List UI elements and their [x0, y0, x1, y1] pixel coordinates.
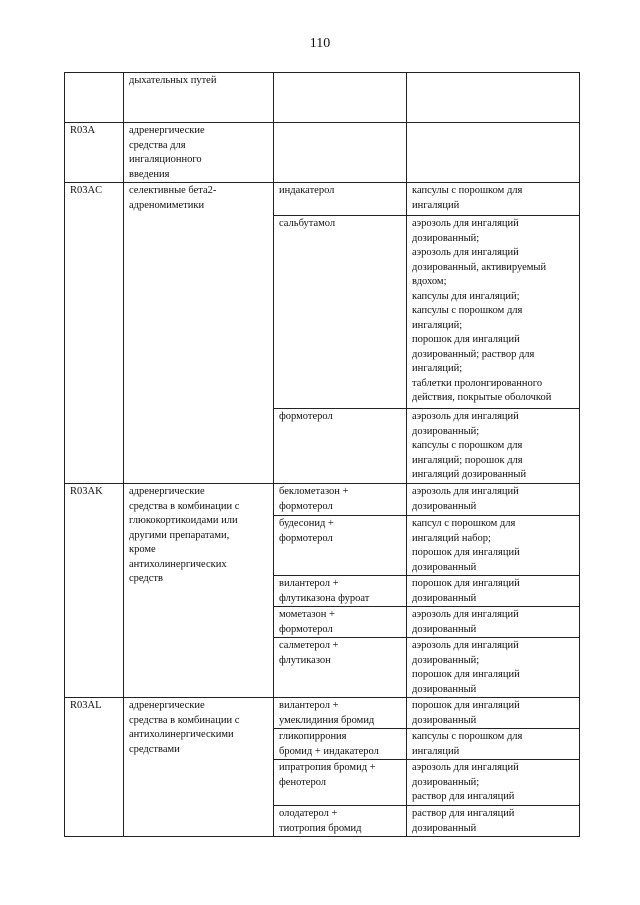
table-row [65, 183, 580, 216]
dosage-form-cell: аэрозоль для ингаляций дозированный; аэрозоль для ингаляций дозированный, активируемый вдохом; капсулы для ингаляций; капсулы с порошком для ингаляций; порошок для ингаляций дозированный; раствор для ингаляций; таблетки пролонгированного действия, покрытые оболочкой [407, 216, 580, 409]
group-name-cell: адренергические средства в комбинации с антихолинергическими средствами [124, 698, 274, 837]
dosage-form-cell: аэрозоль для ингаляций дозированный; раствор для ингаляций [407, 760, 580, 806]
dosage-form-cell: капсул с порошком для ингаляций набор; порошок для ингаляций дозированный [407, 516, 580, 576]
drug-name-cell: сальбутамол [274, 216, 407, 409]
dosage-form-cell: порошок для ингаляций дозированный [407, 576, 580, 607]
dosage-form-cell: капсулы с порошком для ингаляций [407, 729, 580, 760]
group-name-cell: адренергические средства для ингаляционного введения [124, 123, 274, 183]
atc-code-cell [65, 73, 124, 123]
drug-name-cell: беклометазон + формотерол [274, 484, 407, 516]
table-row [65, 698, 580, 729]
dosage-form-cell [407, 123, 580, 183]
page-number: 110 [309, 36, 331, 51]
dosage-form-cell [407, 73, 580, 123]
drug-name-cell [274, 123, 407, 183]
drug-classification-table [64, 72, 580, 837]
dosage-form-cell: аэрозоль для ингаляций дозированный; капсулы с порошком для ингаляций; порошок для ингаляций дозированный [407, 409, 580, 484]
group-name-cell: адренергические средства в комбинации с глюкокортикоидами или другими препаратами, кроме антихолинергических средств [124, 484, 274, 698]
dosage-form-cell: раствор для ингаляций дозированный [407, 806, 580, 837]
dosage-form-cell: капсулы с порошком для ингаляций [407, 183, 580, 216]
dosage-form-cell: аэрозоль для ингаляций дозированный; порошок для ингаляций дозированный [407, 638, 580, 698]
atc-code-cell: R03AK [65, 484, 124, 698]
drug-name-cell: гликопиррония бромид + индакатерол [274, 729, 407, 760]
group-name-cell: дыхательных путей [124, 73, 274, 123]
drug-name-cell: олодатерол + тиотропия бромид [274, 806, 407, 837]
atc-code-cell: R03AC [65, 183, 124, 484]
drug-name-cell: формотерол [274, 409, 407, 484]
atc-code-cell: R03AL [65, 698, 124, 837]
drug-name-cell: мометазон + формотерол [274, 607, 407, 638]
table-row [65, 73, 580, 123]
drug-name-cell: салметерол + флутиказон [274, 638, 407, 698]
drug-name-cell: вилантерол + умеклидиния бромид [274, 698, 407, 729]
drug-name-cell: будесонид + формотерол [274, 516, 407, 576]
table-row [65, 123, 580, 183]
group-name-cell: селективные бета2- адреномиметики [124, 183, 274, 484]
dosage-form-cell: аэрозоль для ингаляций дозированный [407, 607, 580, 638]
atc-code-cell: R03A [65, 123, 124, 183]
dosage-form-cell: аэрозоль для ингаляций дозированный [407, 484, 580, 516]
drug-name-cell: вилантерол + флутиказона фуроат [274, 576, 407, 607]
drug-name-cell [274, 73, 407, 123]
table-row [65, 484, 580, 516]
dosage-form-cell: порошок для ингаляций дозированный [407, 698, 580, 729]
drug-name-cell: индакатерол [274, 183, 407, 216]
drug-name-cell: ипратропия бромид + фенотерол [274, 760, 407, 806]
